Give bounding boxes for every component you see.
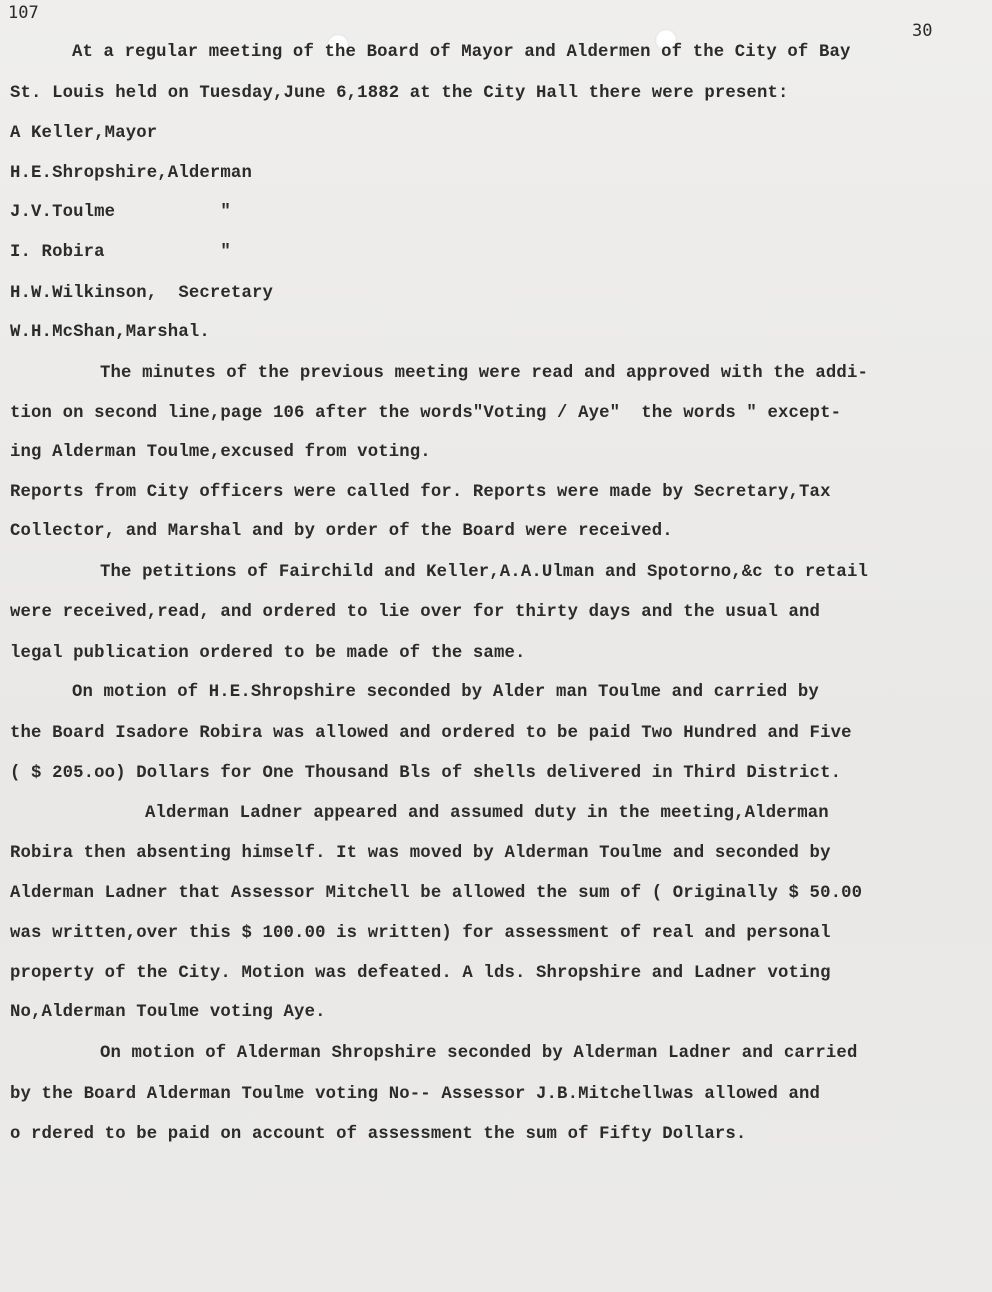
text-line: H.E.Shropshire,Alderman xyxy=(10,164,252,183)
text-line: J.V.Toulme " xyxy=(10,203,231,222)
text-line: Alderman Ladner appeared and assumed duty in the meeting,Alderman xyxy=(145,804,829,823)
text-line: No,Alderman Toulme voting Aye. xyxy=(10,1003,326,1022)
text-line: Robira then absenting himself. It was moved by Alderman Toulme and seconded by xyxy=(10,844,831,863)
text-line: W.H.McShan,Marshal. xyxy=(10,323,210,342)
text-line: ( $ 205.oo) Dollars for One Thousand Bls of shells delivered in Third District. xyxy=(10,764,842,783)
text-line: A Keller,Mayor xyxy=(10,124,158,143)
text-line: On motion of H.E.Shropshire seconded by Alder man Toulme and carried by xyxy=(72,683,819,702)
text-line: by the Board Alderman Toulme voting No-- Assessor J.B.Mitchellwas allowed and xyxy=(10,1085,821,1104)
text-line: Alderman Ladner that Assessor Mitchell be allowed the sum of ( Originally $ 50.00 xyxy=(10,884,863,903)
page-number-left: 107 xyxy=(8,3,39,23)
text-line: o rdered to be paid on account of assessment the sum of Fifty Dollars. xyxy=(10,1125,747,1144)
text-line: H.W.Wilkinson, Secretary xyxy=(10,284,274,303)
text-line: On motion of Alderman Shropshire seconded by Alderman Ladner and carried xyxy=(100,1044,858,1063)
text-line: The minutes of the previous meeting were read and approved with the addi- xyxy=(100,364,868,383)
text-line: property of the City. Motion was defeated. A lds. Shropshire and Ladner voting xyxy=(10,964,831,983)
text-line: At a regular meeting of the Board of Mayor and Aldermen of the City of Bay xyxy=(72,43,851,62)
text-line: tion on second line,page 106 after the words"Voting / Aye" the words " except- xyxy=(10,404,842,423)
page-number-right: 30 xyxy=(912,21,933,41)
text-line: I. Robira " xyxy=(10,243,231,262)
text-line: Reports from City officers were called for. Reports were made by Secretary,Tax xyxy=(10,483,831,502)
text-line: the Board Isadore Robira was allowed and ordered to be paid Two Hundred and Five xyxy=(10,724,852,743)
text-line: St. Louis held on Tuesday,June 6,1882 at the City Hall there were present: xyxy=(10,84,789,103)
text-line: was written,over this $ 100.00 is written) for assessment of real and personal xyxy=(10,924,831,943)
text-line: legal publication ordered to be made of the same. xyxy=(10,644,526,663)
text-line: were received,read, and ordered to lie over for thirty days and the usual and xyxy=(10,603,821,622)
text-line: Collector, and Marshal and by order of the Board were received. xyxy=(10,522,673,541)
text-line: The petitions of Fairchild and Keller,A.A.Ulman and Spotorno,&c to retail xyxy=(100,563,868,582)
text-line: ing Alderman Toulme,excused from voting. xyxy=(10,443,431,462)
